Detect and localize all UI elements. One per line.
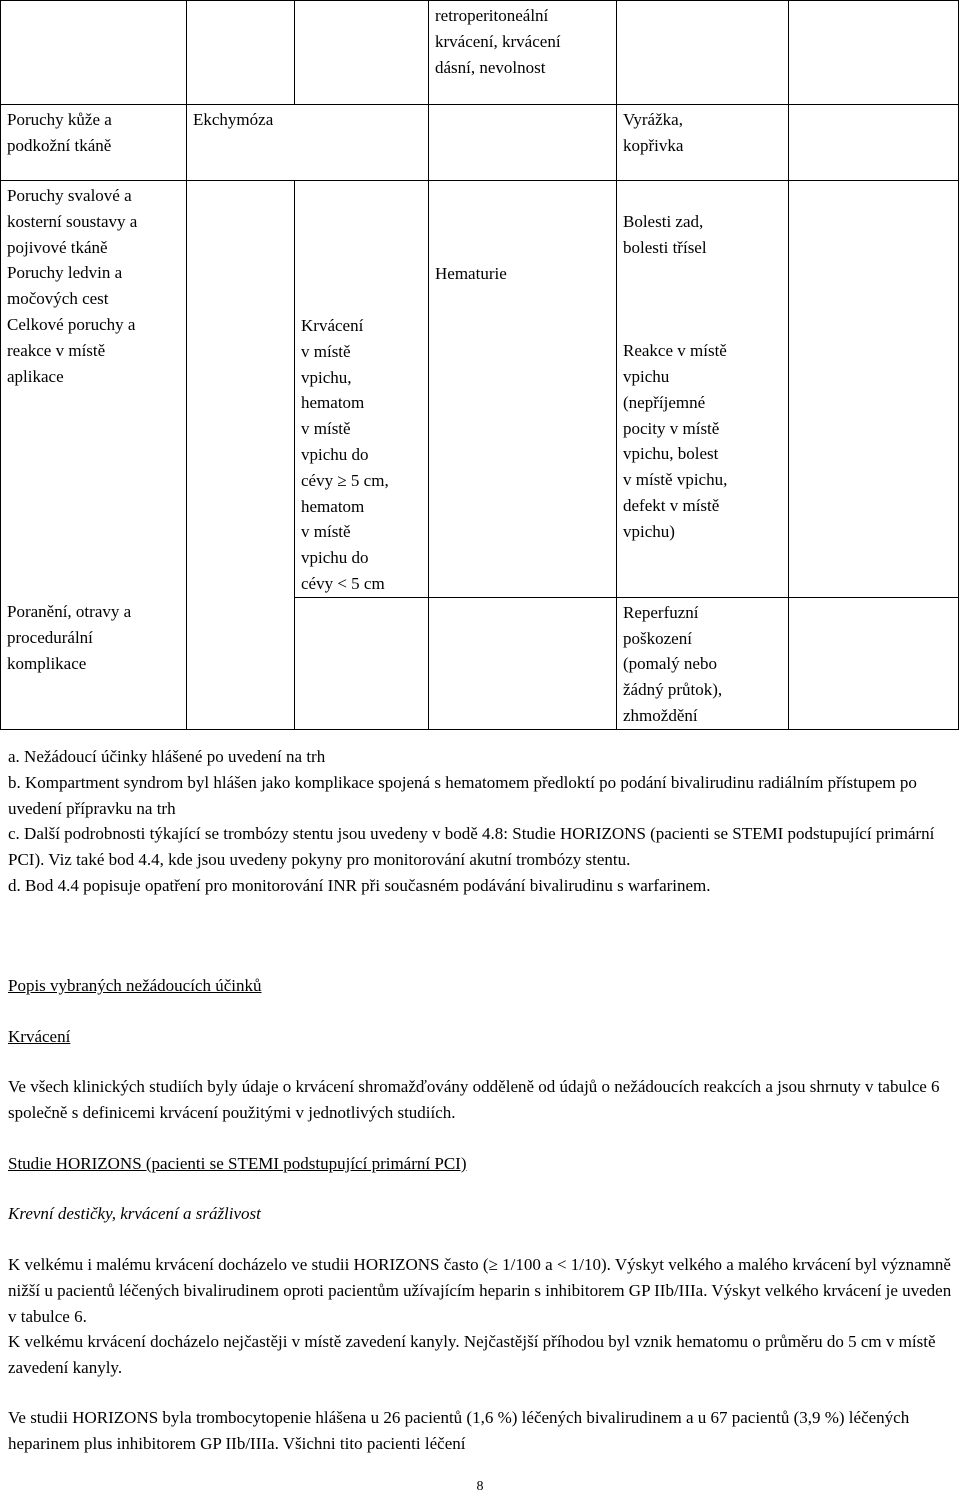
table-cell-soc: Poranění, otravy a procedurální komplikace bbox=[1, 597, 187, 729]
section-heading: Studie HORIZONS (pacienti se STEMI podstupující primární PCI) bbox=[8, 1154, 467, 1173]
paragraph: Ve všech klinických studiích byly údaje o krvácení shromažďovány odděleně od údajů o nežádoucích reakcích a jsou shrnuty v tabulce 6 společně s definicemi krvácení použitými v jednotlivých studiích. bbox=[8, 1077, 940, 1122]
table-cell: Krvácení v místě vpichu, hematom v místě vpichu do cévy ≥ 5 cm, hematom v místě vpichu do cévy < 5 cm bbox=[295, 181, 429, 598]
table-row bbox=[1, 105, 959, 181]
footnote: b. Kompartment syndrom byl hlášen jako komplikace spojená s hematomem předloktí po podání bivalirudinu radiálním přístupem po uvedení přípravku na trh bbox=[8, 772, 917, 818]
table-row bbox=[1, 597, 959, 729]
footnote: d. Bod 4.4 popisuje opatření pro monitorování INR při současném podávání bivalirudinu s warfarinem. bbox=[8, 875, 711, 895]
table-cell: Hematurie bbox=[429, 181, 617, 598]
table-row bbox=[1, 1, 959, 105]
table-cell-text: Bolesti zad, bolesti třísel bbox=[623, 211, 707, 257]
table-footnotes bbox=[8, 744, 948, 899]
table-cell-soc: Poruchy svalové a kosterní soustavy a pojivové tkáně Poruchy ledvin a močových cest Celkové poruchy a reakce v místě aplikace bbox=[1, 181, 187, 598]
footnote: c. Další podrobnosti týkající se trombózy stentu jsou uvedeny v bodě 4.8: Studie HORIZONS (pacienti se STEMI podstupující primární PCI). Viz také bod 4.4, kde jsou uvedeny pokyny pro monitorování akutní trombózy stentu. bbox=[8, 824, 935, 870]
table-cell: Reperfuzní poškození (pomalý nebo žádný průtok), zhmoždění bbox=[617, 597, 789, 729]
adverse-effects-table bbox=[0, 0, 959, 730]
page-number: 8 bbox=[476, 1479, 484, 1494]
paragraph: Ve studii HORIZONS byla trombocytopenie hlášena u 26 pacientů (1,6 %) léčených bivalirudinem a u 67 pacientů (3,9 %) léčených heparinem plus inhibitorem GP IIb/IIIa. Všichni tito pacienti léčení bbox=[8, 1408, 910, 1453]
table-cell: Ekchymóza bbox=[187, 105, 429, 181]
section-heading: Popis vybraných nežádoucích účinků bbox=[8, 976, 262, 995]
table-row bbox=[1, 181, 959, 598]
paragraph: K velkému i malému krvácení docházelo ve studii HORIZONS často (≥ 1/100 a < 1/10). Výskyt velkého a malého krvácení byl významně nižší u pacientů léčených bivalirudinem oproti pacientům užívajícím heparin s inhibitorem GP IIb/IIIa. Výskyt velkého krvácení je uveden v tabulce 6. K velkému krvácení docházelo nejčastěji v místě zavedení kanyly. Nejčastější příhodou byl vznik hematomu o průměru do 5 cm v místě zavedení kanyly. bbox=[8, 1255, 952, 1378]
section-heading: Krvácení bbox=[8, 1027, 71, 1046]
table-cell: Vyrážka, kopřivka bbox=[617, 105, 789, 181]
footnote: a. Nežádoucí účinky hlášené po uvedení na trh bbox=[8, 747, 326, 766]
table-cell bbox=[617, 181, 789, 598]
table-cell-text: Reakce v místě vpichu (nepříjemné pocity v místě vpichu, bolest v místě vpichu, defekt v místě vpichu) bbox=[623, 341, 728, 541]
table-cell: retroperitoneální krvácení, krvácení dásní, nevolnost bbox=[429, 1, 617, 105]
section-subheading: Krevní destičky, krvácení a srážlivost bbox=[8, 1204, 261, 1223]
table-cell-soc: Poruchy kůže a podkožní tkáně bbox=[1, 105, 187, 181]
